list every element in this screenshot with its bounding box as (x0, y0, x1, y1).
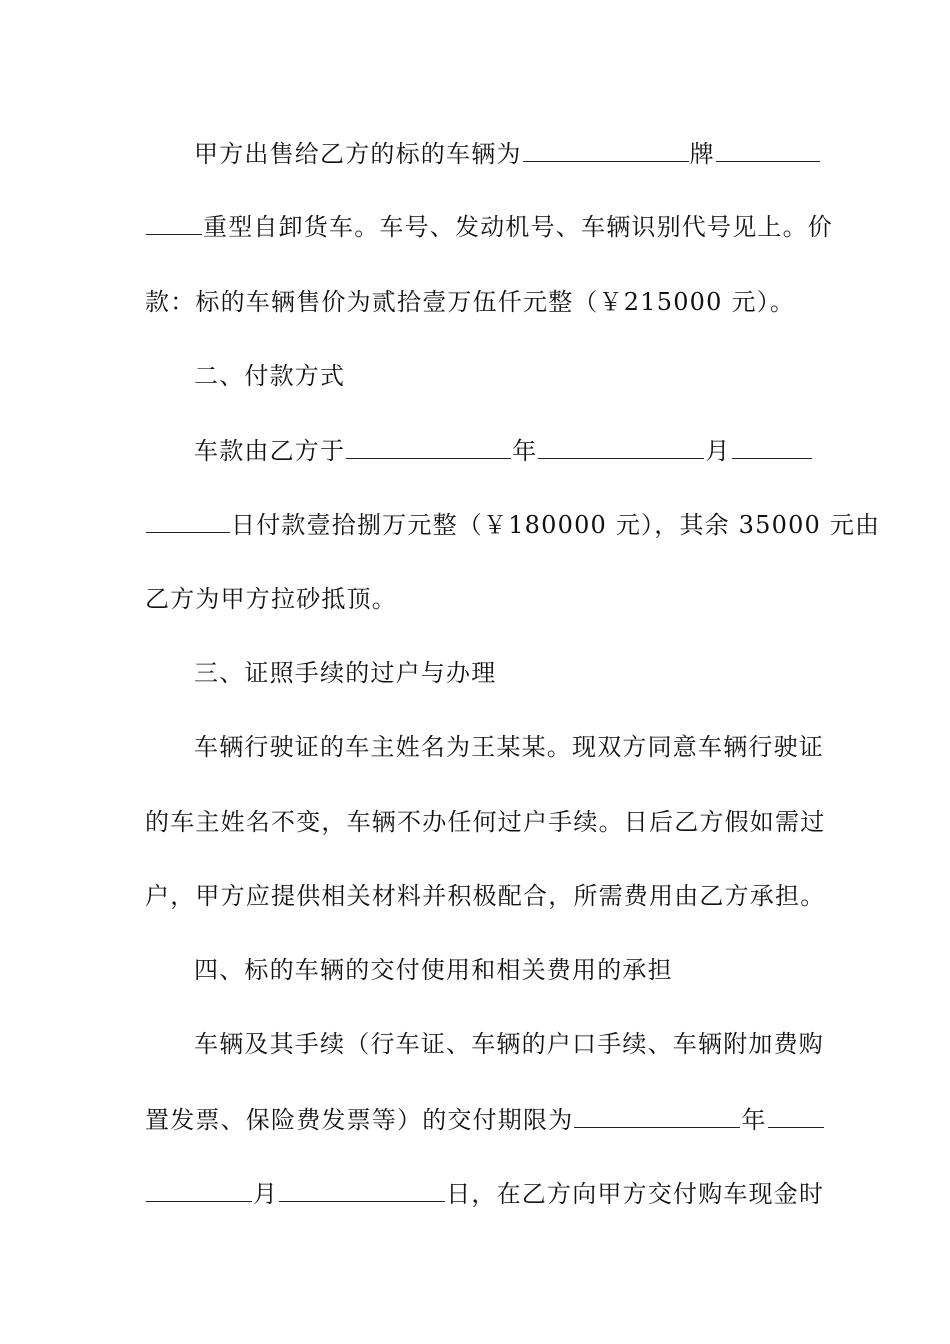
text-segment: 款：标的车辆售价为贰拾壹万伍仟元整（￥215000 元）。 (145, 288, 796, 316)
text-segment: 月 (705, 437, 731, 465)
paragraph-line (194, 1026, 824, 1062)
text-segment: 甲方出售给乙方的标的车辆为 (194, 140, 522, 168)
paragraph-line (145, 581, 805, 617)
paragraph-line: 车辆行驶证的车主姓名为王某某。现双方同意车辆行驶证 (194, 733, 824, 761)
text-segment: 置发票、保险费发票等）的交付期限为 (145, 1106, 574, 1134)
blank-underline (716, 135, 820, 162)
section-heading: 四、标的车辆的交付使用和相关费用的承担 (194, 956, 673, 984)
text-segment: 重型自卸货车。车号、发动机号、车辆识别代号见上。价 (203, 213, 833, 241)
blank-underline (538, 432, 704, 459)
text-segment: 月 (253, 1180, 279, 1208)
blank-underline (574, 1101, 740, 1128)
blank-underline (146, 208, 202, 235)
text-segment: 日，在乙方向甲方交付购车现金时 (446, 1180, 825, 1208)
paragraph-line (145, 284, 805, 320)
text-segment: 车辆及其手续（行车证、车辆的户口手续、车辆附加费购 (194, 1030, 824, 1058)
section-heading: 二、付款方式 (194, 362, 346, 390)
paragraph-line (194, 432, 805, 468)
text-segment: 日付款壹拾捌万元整（￥180000 元），其余 35000 元由 (231, 511, 881, 539)
blank-underline (146, 506, 230, 533)
paragraph-line (145, 506, 881, 542)
text-segment: 年 (741, 1106, 767, 1134)
blank-underline (146, 1175, 252, 1202)
blank-underline (523, 135, 689, 162)
blank-underline (768, 1101, 824, 1128)
blank-underline (279, 1175, 445, 1202)
paragraph-line (145, 1101, 805, 1137)
text-segment: 年 (512, 437, 538, 465)
text-segment: 牌 (689, 140, 715, 168)
paragraph-line: 的车主姓名不变，车辆不办任何过户手续。日后乙方假如需过 (145, 808, 826, 836)
blank-underline (346, 432, 511, 459)
paragraph-line: 户，甲方应提供相关材料并积极配合，所需费用由乙方承担。 (145, 882, 826, 910)
text-segment: 乙方为甲方拉砂抵顶。 (145, 585, 397, 613)
blank-underline (732, 432, 812, 459)
paragraph-line (145, 208, 833, 244)
paragraph-line (194, 135, 805, 171)
text-segment: 车款由乙方于 (194, 437, 346, 465)
section-heading: 三、证照手续的过户与办理 (194, 659, 497, 687)
paragraph-line (145, 1175, 825, 1211)
